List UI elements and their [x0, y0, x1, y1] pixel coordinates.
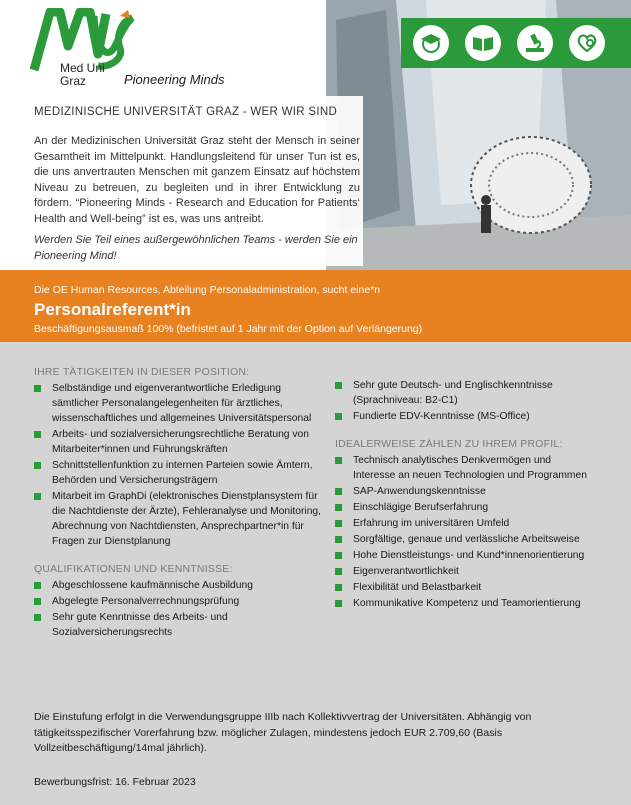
- job-title: Personalreferent*in: [34, 300, 191, 319]
- list-item: Arbeits- und sozialversicherungsrechtliche Beratung von Mitarbeiter*innen und Führungskräften: [34, 427, 324, 457]
- list-item: SAP-Anwendungskenntnisse: [335, 484, 595, 499]
- bullet-icon: [335, 457, 342, 464]
- logo-wordmark: Med Uni Graz: [60, 61, 105, 88]
- intro-title: MEDIZINISCHE UNIVERSITÄT GRAZ - WER WIR SIND: [34, 106, 338, 118]
- job-banner: [0, 270, 631, 342]
- languages-list: [335, 378, 595, 424]
- right-column: [335, 378, 595, 612]
- list-item: Sehr gute Kenntnisse des Arbeits- und Sozialversicherungsrechts: [34, 610, 324, 640]
- category-icon-bar: [401, 18, 631, 68]
- list-item: Selbständige und eigenverantwortliche Erledigung sämtlicher Personalangelegenheiten für ärztliches, wissenschaftliches und allgemeines Universitätspersonal: [34, 381, 324, 426]
- heart-search-icon[interactable]: [569, 25, 605, 61]
- bullet-icon: [34, 462, 41, 469]
- list-item: Kommunikative Kompetenz und Teamorientierung: [335, 596, 595, 611]
- bullet-icon: [335, 584, 342, 591]
- list-item: Einschlägige Berufserfahrung: [335, 500, 595, 515]
- qualifications-list: [34, 578, 324, 640]
- list-item: Fundierte EDV-Kenntnisse (MS-Office): [335, 409, 595, 424]
- list-item: Eigenverantwortlichkeit: [335, 564, 595, 579]
- profile-list: [335, 453, 595, 611]
- list-item: Erfahrung im universitären Umfeld: [335, 516, 595, 531]
- bullet-icon: [335, 568, 342, 575]
- list-item: Technisch analytisches Denkvermögen und Interesse an neuen Technologien und Programmen: [335, 453, 595, 483]
- intro-call: Werden Sie Teil eines außergewöhnlichen Teams - werden Sie ein Pioneering Mind!: [34, 234, 358, 262]
- bullet-icon: [34, 582, 41, 589]
- list-item: Schnittstellenfunktion zu internen Parteien sowie Ämtern, Behörden und Versicherungsträgern: [34, 458, 324, 488]
- employment-scope: Beschäftigungsausmaß 100% (befristet auf 1 Jahr mit der Option auf Verlängerung): [34, 323, 423, 335]
- tasks-list: [34, 381, 324, 549]
- tagline: Pioneering Minds: [124, 72, 225, 87]
- microscope-icon[interactable]: [517, 25, 553, 61]
- bullet-icon: [34, 431, 41, 438]
- list-item: Hohe Dienstleistungs- und Kund*innenorientierung: [335, 548, 595, 563]
- list-item: Sorgfältige, genaue und verlässliche Arbeitsweise: [335, 532, 595, 547]
- list-item: Sehr gute Deutsch- und Englischkenntnisse (Sprachniveau: B2-C1): [335, 378, 595, 408]
- bullet-icon: [335, 382, 342, 389]
- list-item: Flexibilität und Belastbarkeit: [335, 580, 595, 595]
- book-icon[interactable]: [465, 25, 501, 61]
- bullet-icon: [335, 488, 342, 495]
- bullet-icon: [335, 520, 342, 527]
- banner-employer: Die OE Human Resources, Abteilung Personaladministration, sucht eine*n: [34, 284, 381, 296]
- graduation-cap-icon[interactable]: [413, 25, 449, 61]
- list-item: Mitarbeit im GraphDi (elektronisches Dienstplansystem für die Nachtdienste der Ärzte), Fehleranalyse und Monitoring, Abrechnung von Nachtdiensten, Ansprechpartner*in für Fragen zur Dienstplanung: [34, 489, 324, 549]
- left-column: [34, 366, 324, 641]
- header-section: [0, 0, 631, 270]
- bullet-icon: [335, 600, 342, 607]
- tasks-heading: IHRE TÄTIGKEITEN IN DIESER POSITION:: [34, 366, 250, 378]
- bullet-icon: [335, 552, 342, 559]
- bullet-icon: [335, 504, 342, 511]
- bullet-icon: [335, 413, 342, 420]
- bullet-icon: [34, 493, 41, 500]
- bullet-icon: [335, 536, 342, 543]
- bullet-icon: [34, 385, 41, 392]
- intro-text: An der Medizinischen Universität Graz steht der Mensch in seiner Gesamtheit im Mittelpunkt. Handlungsleitend für unser Tun ist es, die uns anvertrauten Menschen mit ganzem Einsatz auf höchstem Niveau zu betreuen, zu begleiten und in ihrer Entwicklung zu fördern. “Pioneering Minds - Research and Education for Patients‘ Health and Well-being” ist es, was uns antreibt.: [34, 135, 360, 225]
- application-deadline: Bewerbungsfrist: 16. Februar 2023: [34, 776, 196, 788]
- salary-note: Die Einstufung erfolgt in die Verwendungsgruppe IIIb nach Kollektivvertrag der Universitäten. Abhängig von tätigkeitsspezifischer Vorerfahrung bzw. möglicher Zulagen, mindestens jedoch EUR 2.709,60 (Basis Vollzeitbeschäftigung/14mal jährlich).: [34, 711, 532, 754]
- list-item: Abgeschlossene kaufmännische Ausbildung: [34, 578, 324, 593]
- bullet-icon: [34, 598, 41, 605]
- profile-heading: IDEALERWEISE ZÄHLEN ZU IHREM PROFIL:: [335, 438, 563, 450]
- bullet-icon: [34, 614, 41, 621]
- list-item: Abgelegte Personalverrechnungsprüfung: [34, 594, 324, 609]
- qualifications-heading: QUALIFIKATIONEN UND KENNTNISSE:: [34, 563, 233, 575]
